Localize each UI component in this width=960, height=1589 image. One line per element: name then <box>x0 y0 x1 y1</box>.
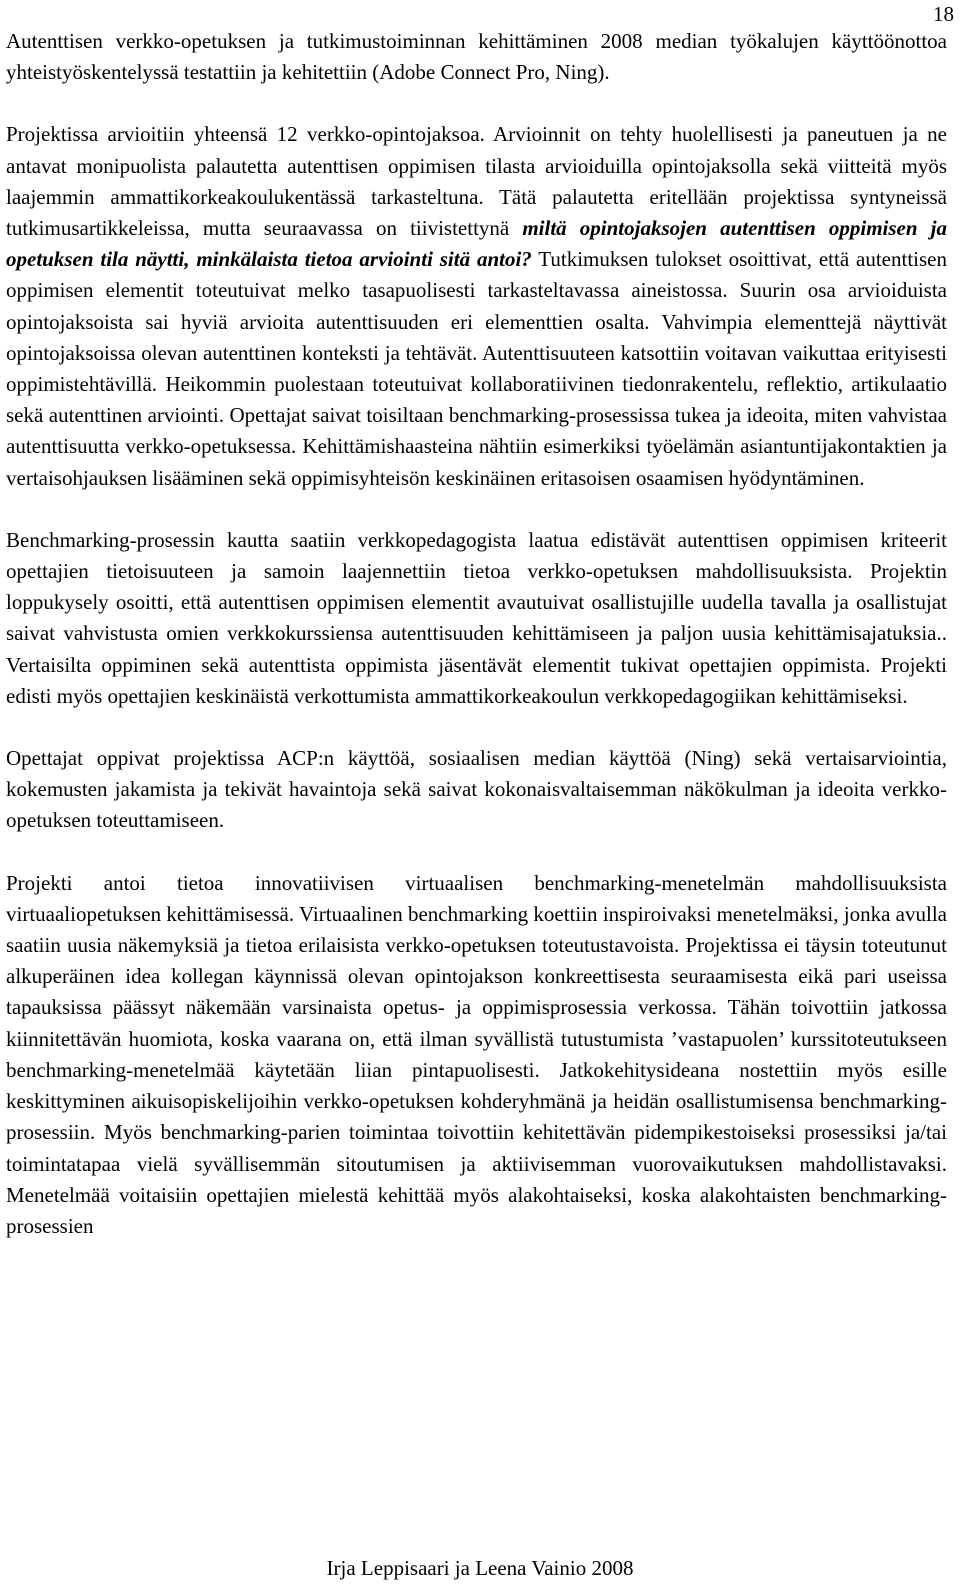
document-body <box>6 26 947 1242</box>
paragraph-evaluation-text-before: Projektissa arvioitiin yhteensä 12 verkko-opintojaksoa. Arvioinnit on tehty huolellisesti ja paneutuen ja ne antavat monipuolista palautetta autenttisen oppimisen tilasta arvioiduilla opintojaksolla sekä viitteitä myös laajemmin ammattikorkeakoulukentässä tarkasteltuna. Tätä palautetta eritellään projektissa syntyneissä tutkimusartikkeleissa, mutta seuraavassa on tiivistettynä <box>6 122 947 241</box>
paragraph-virtual-benchmarking: Projekti antoi tietoa innovatiivisen virtuaalisen benchmarking-menetelmän mahdollisuuksista virtuaaliopetuksen kehittämisessä. Virtuaalinen benchmarking koettiin inspiroivaksi menetelmäksi, jonka avulla saatiin uusia näkemyksiä ja tietoa erilaisista verkko-opetuksen toteutustavoista. Projektissa ei täysin toteutunut alkuperäinen idea kollegan käynnissä olevan opintojakson konkreettisesta seuraamisesta eikä pari useissa tapauksissa päässyt näkemään varsinaista opetus- ja oppimisprosessia verkossa. Tähän toivottiin jatkossa kiinnitettävän huomiota, koska vaarana on, että ilman syvällistä tutustumista ’vastapuolen’ kurssitoteutukseen benchmarking-menetelmää käytetään liian pintapuolisesti. Jatkokehitysideana nostettiin myös esille keskittyminen aikuisopiskelijoihin verkko-opetuksen kohderyhmänä ja heidän osallistumisensa benchmarking-prosessiin. Myös benchmarking-parien toimintaa toivottiin kehitettävän pidempikestoiseksi prosessiksi ja/tai toimintatapaa vielä syvällisemmän sitoutumisen ja aktiivisemman vuorovaikutuksen mahdollistavaksi. Menetelmää voitaisiin opettajien mielestä kehittää myös alakohtaiseksi, koska alakohtaisten benchmarking-prosessien <box>6 870 947 1238</box>
page-footer-authors: Irja Leppisaari ja Leena Vainio 2008 <box>326 1556 634 1580</box>
paragraph-evaluation <box>6 119 947 493</box>
paragraph-benchmarking: Benchmarking-prosessin kautta saatiin verkkopedagogista laatua edistävät autenttisen oppimisen kriteerit opettajien tietoisuuteen ja samoin laajennettiin tietoa verkko-opetuksen mahdollisuuksista. Projektin loppukysely osoitti, että autenttisen oppimisen elementit avautuivat osallistujille uudella tavalla ja osallistujat saivat vahvistusta omien verkkokurssiensa autenttisuuden kehittämiseen ja paljon uusia kehittämisajatuksia.. Vertaisilta oppiminen sekä autenttista oppimista jäsentävät elementit tukivat opettajien oppimista. Projekti edisti myös opettajien keskinäistä verkottumista ammattikorkeakoulun verkkopedagogiikan kehittämiseksi. <box>6 527 947 708</box>
research-question-emphasis: miltä opintojaksojen autenttisen oppimisen ja opetuksen tila näytti, minkälaista tietoa arviointi sitä antoi? <box>6 216 947 272</box>
paragraph-evaluation-text-after: Tutkimuksen tulokset osoittivat, että autenttisen oppimisen elementit toteutuivat melko tasapuolisesti tarkasteltavassa aineistossa. Suurin osa arvioiduista opintojaksoista sai hyviä arvioita autenttisuuden eri elementtien osalta. Vahvimpia elementtejä näyttivät opintojaksoissa olevan autenttinen konteksti ja tehtävät. Autenttisuuteen katsottiin voitavan vaikuttaa erityisesti oppimistehtävillä. Heikommin puolestaan toteutuivat kollaboratiivinen tiedonrakentelu, reflektio, artikulaatio sekä autenttinen arviointi. Opettajat saivat toisiltaan benchmarking-prosessissa tukea ja ideoita, miten vahvistaa autenttisuutta verkko-opetuksessa. Kehittämishaasteina nähtiin esimerkiksi työelämän asiantuntijakontaktien ja vertaisohjauksen lisääminen sekä oppimisyhteisön keskinäinen eritasoisen osaamisen hyödyntäminen. <box>6 247 947 490</box>
paragraph-teachers: Opettajat oppivat projektissa ACP:n käyttöä, sosiaalisen median käyttöä (Ning) sekä vertaisarviointia, kokemusten jakamista ja tekivät havaintoja sekä saivat kokonaisvaltaisemman näkökulman ja ideoita verkko-opetuksen toteuttamiseen. <box>6 746 947 833</box>
page-number: 18 <box>933 2 954 26</box>
paragraph-intro: Autenttisen verkko-opetuksen ja tutkimustoiminnan kehittäminen 2008 median työkalujen käyttöönottoa yhteistyöskentelyssä testattiin ja kehitettiin (Adobe Connect Pro, Ning). <box>6 29 947 85</box>
